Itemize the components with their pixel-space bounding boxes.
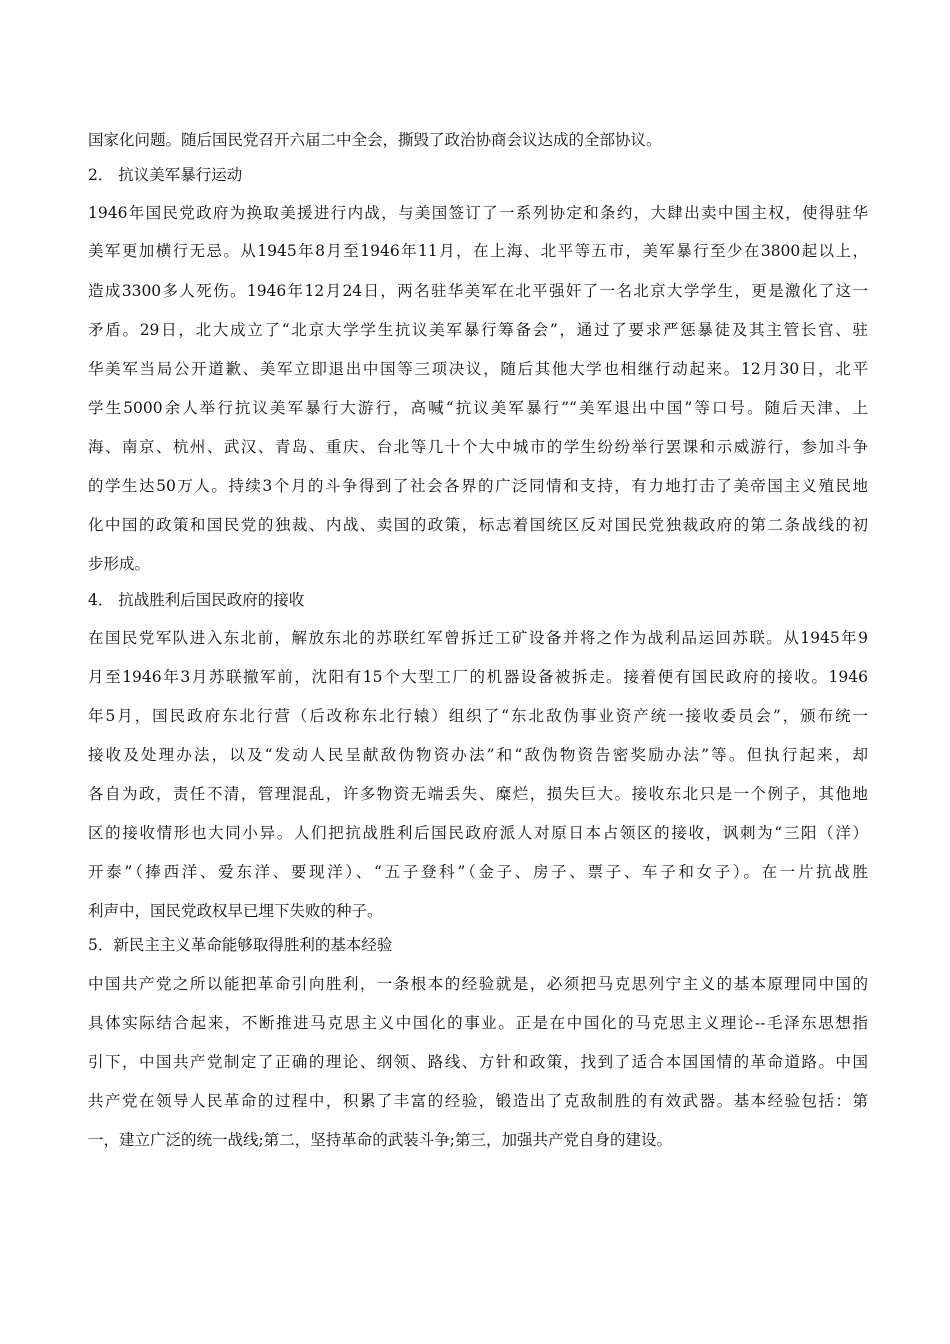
section-5-line-5: 一，建立广泛的统一战线;第二，坚持革命的武装斗争;第三，加强共产党自身的建设。 xyxy=(88,1131,672,1149)
section-5-line-3: 引下，中国共产党制定了正确的理论、纲领、路线、方针和政策，找到了适合本国国情的革命道路。中国 xyxy=(88,1053,868,1071)
intro-tail-line: 国家化问题。随后国民党召开六届二中全会，撕毁了政治协商会议达成的全部协议。 xyxy=(88,131,662,149)
section-4-line-7: 开泰”（捧西洋、爱东洋、要现洋）、“五子登科”（金子、房子、票子、车子和女子）。在一片抗战胜 xyxy=(88,863,868,881)
section-4-line-4: 接收及处理办法，以及“发动人民呈献敌伪物资办法”和“敌伪物资告密奖励办法”等。但执行起来，却 xyxy=(88,746,868,764)
section-4-line-6: 区的接收情形也大同小异。人们把抗战胜利后国民政府派人对原日本占领区的接收，讽刺为“三阳（洋） xyxy=(88,824,868,842)
section-2-line-4: 矛盾。29日，北大成立了“北京大学学生抗议美军暴行筹备会”，通过了要求严惩暴徒及其主管长官、驻 xyxy=(88,321,868,339)
section-5-heading: 5．新民主主义革命能够取得胜利的基本经验 xyxy=(88,936,393,954)
section-4-line-5: 各自为政，责任不清，管理混乱，许多物资无端丢失、糜烂，损失巨大。接收东北只是一个例子，其他地 xyxy=(88,785,868,803)
section-2-line-5: 华美军当局公开道歉、美军立即退出中国等三项决议，随后其他大学也相继行动起来。12月30日，北平 xyxy=(88,360,868,378)
section-4-heading: 4． 抗战胜利后国民政府的接收 xyxy=(88,591,305,609)
section-2-line-3: 造成3300多人死伤。1946年12月24日，两名驻华美军在北平强奸了一名北京大学学生，更是激化了这一 xyxy=(88,282,868,300)
section-2-line-10: 步形成。 xyxy=(88,555,151,573)
section-2-line-1: 1946年国民党政府为换取美援进行内战，与美国签订了一系列协定和条约，大肆出卖中国主权，使得驻华 xyxy=(88,204,868,222)
section-5-line-4: 共产党在领导人民革命的过程中，积累了丰富的经验，锻造出了克敌制胜的有效武器。基本经验包括：第 xyxy=(88,1092,868,1110)
section-2-line-7: 海、南京、杭州、武汉、青岛、重庆、台北等几十个大中城市的学生纷纷举行罢课和示威游行，参加斗争 xyxy=(88,438,868,456)
section-2-line-2: 美军更加横行无忌。从1945年8月至1946年11月，在上海、北平等五市，美军暴行至少在3800起以上， xyxy=(88,242,868,260)
section-2-line-6: 学生5000余人举行抗议美军暴行大游行，高喊“抗议美军暴行”“美军退出中国”等口号。随后天津、上 xyxy=(88,399,868,417)
section-2-line-9: 化中国的政策和国民党的独裁、内战、卖国的政策，标志着国统区反对国民党独裁政府的第二条战线的初 xyxy=(88,516,868,534)
section-4-line-2: 月至1946年3月苏联撤军前，沈阳有15个大型工厂的机器设备被拆走。接着便有国民政府的接收。1946 xyxy=(88,668,868,686)
section-4-line-8: 利声中，国民党政权早已埋下失败的种子。 xyxy=(88,902,383,920)
section-2-heading: 2． 抗议美军暴行运动 xyxy=(88,166,243,184)
section-2-line-8: 的学生达50万人。持续3个月的斗争得到了社会各界的广泛同情和支持，有力地打击了美帝国主义殖民地 xyxy=(88,477,868,495)
section-4-line-3: 年5月，国民政府东北行营（后改称东北行辕）组织了“东北敌伪事业资产统一接收委员会”，颁布统一 xyxy=(88,707,868,725)
section-5-line-1: 中国共产党之所以能把革命引向胜利，一条根本的经验就是，必须把马克思列宁主义的基本原理同中国的 xyxy=(88,975,868,993)
section-5-line-2: 具体实际结合起来，不断推进马克思主义中国化的事业。正是在中国化的马克思主义理论--毛泽东思想指 xyxy=(88,1014,868,1032)
section-4-line-1: 在国民党军队进入东北前，解放东北的苏联红军曾拆迁工矿设备并将之作为战利品运回苏联。从1945年9 xyxy=(88,629,868,647)
